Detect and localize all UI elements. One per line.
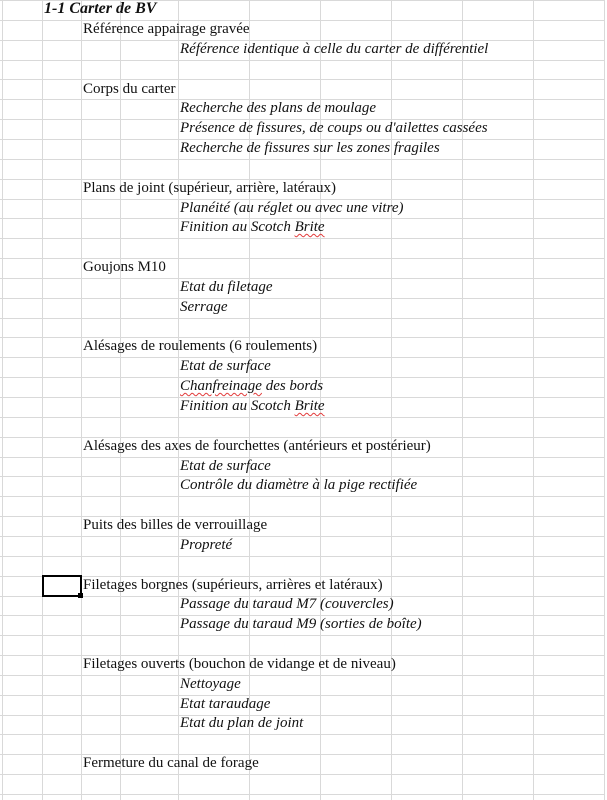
section-heading: Goujons M10: [83, 259, 166, 275]
spellcheck-flagged-word: Chanfreinage: [180, 378, 262, 394]
check-item-row[interactable]: [0, 695, 607, 715]
check-item: Serrage: [180, 299, 228, 315]
section-heading-row[interactable]: [0, 655, 607, 675]
check-item: Planéité (au réglet ou avec une vitre): [180, 200, 404, 216]
section-heading-row[interactable]: [0, 754, 607, 774]
check-item: Etat de surface: [180, 358, 271, 374]
title-row[interactable]: [0, 0, 607, 20]
check-item: [180, 396, 325, 416]
check-item-row[interactable]: [0, 536, 607, 556]
section-heading-row[interactable]: [0, 258, 607, 278]
section-heading-row[interactable]: [0, 516, 607, 536]
section-heading-row[interactable]: [0, 576, 607, 596]
check-item-text: Finition au Scotch: [180, 219, 295, 235]
check-item-row[interactable]: [0, 397, 607, 417]
check-item-row[interactable]: [0, 476, 607, 496]
selected-cell[interactable]: [42, 575, 82, 597]
check-item-row[interactable]: [0, 457, 607, 477]
check-item-row[interactable]: [0, 278, 607, 298]
check-item: Etat du filetage: [180, 279, 273, 295]
section-heading-row[interactable]: [0, 20, 607, 40]
section-heading: Puits des billes de verrouillage: [83, 517, 268, 533]
section-heading: Alésages des axes de fourchettes (antérieurs et postérieur): [83, 438, 431, 454]
section-heading-row[interactable]: [0, 80, 607, 100]
check-item: [180, 376, 323, 396]
section-heading: Filetages ouverts (bouchon de vidange et de niveau): [83, 656, 396, 672]
section-heading-row[interactable]: [0, 437, 607, 457]
check-item-row[interactable]: [0, 615, 607, 635]
section-heading: Référence appairage gravée: [83, 21, 250, 37]
section-heading: Alésages de roulements (6 roulements): [83, 338, 318, 354]
section-heading: Plans de joint (supérieur, arrière, latéraux): [83, 180, 337, 196]
spellcheck-flagged-word: Brite: [294, 219, 325, 235]
check-item-row[interactable]: [0, 139, 607, 159]
check-item-row[interactable]: [0, 714, 607, 734]
check-item-row[interactable]: [0, 199, 607, 219]
check-item-row[interactable]: [0, 40, 607, 60]
fill-handle[interactable]: [78, 593, 83, 598]
section-heading: Filetages borgnes (supérieurs, arrières et latéraux): [83, 577, 383, 593]
section-heading: Corps du carter: [83, 81, 176, 97]
section-heading-row[interactable]: [0, 337, 607, 357]
spellcheck-flagged-word: Brite: [294, 398, 325, 414]
check-item-row[interactable]: [0, 675, 607, 695]
check-item: Etat taraudage: [180, 696, 271, 712]
check-item-row[interactable]: [0, 377, 607, 397]
check-item: Propreté: [180, 537, 233, 553]
check-item: Passage du taraud M7 (couvercles): [180, 596, 394, 612]
check-item: Etat du plan de joint: [180, 715, 304, 731]
sheet-title: 1-1 Carter de BV: [44, 0, 157, 17]
section-heading: Fermeture du canal de forage: [83, 755, 259, 771]
check-item: Nettoyage: [180, 676, 241, 692]
section-heading-row[interactable]: [0, 179, 607, 199]
check-item: Référence identique à celle du carter de différentiel: [180, 41, 489, 57]
check-item: Recherche des plans de moulage: [180, 100, 377, 116]
check-item: Présence de fissures, de coups ou d'ailettes cassées: [180, 120, 488, 136]
check-item-row[interactable]: [0, 298, 607, 318]
check-item-row[interactable]: [0, 357, 607, 377]
check-item: Contrôle du diamètre à la pige rectifiée: [180, 477, 418, 493]
check-item-row[interactable]: [0, 218, 607, 238]
check-item-row[interactable]: [0, 119, 607, 139]
check-item: Etat de surface: [180, 458, 271, 474]
check-item-text: Finition au Scotch: [180, 398, 295, 414]
check-item-row[interactable]: [0, 595, 607, 615]
check-item-row[interactable]: [0, 99, 607, 119]
check-item: Passage du taraud M9 (sorties de boîte): [180, 616, 422, 632]
check-item: [180, 217, 325, 237]
check-item: Recherche de fissures sur les zones fragiles: [180, 140, 440, 156]
check-item-text: des bords: [261, 378, 324, 394]
